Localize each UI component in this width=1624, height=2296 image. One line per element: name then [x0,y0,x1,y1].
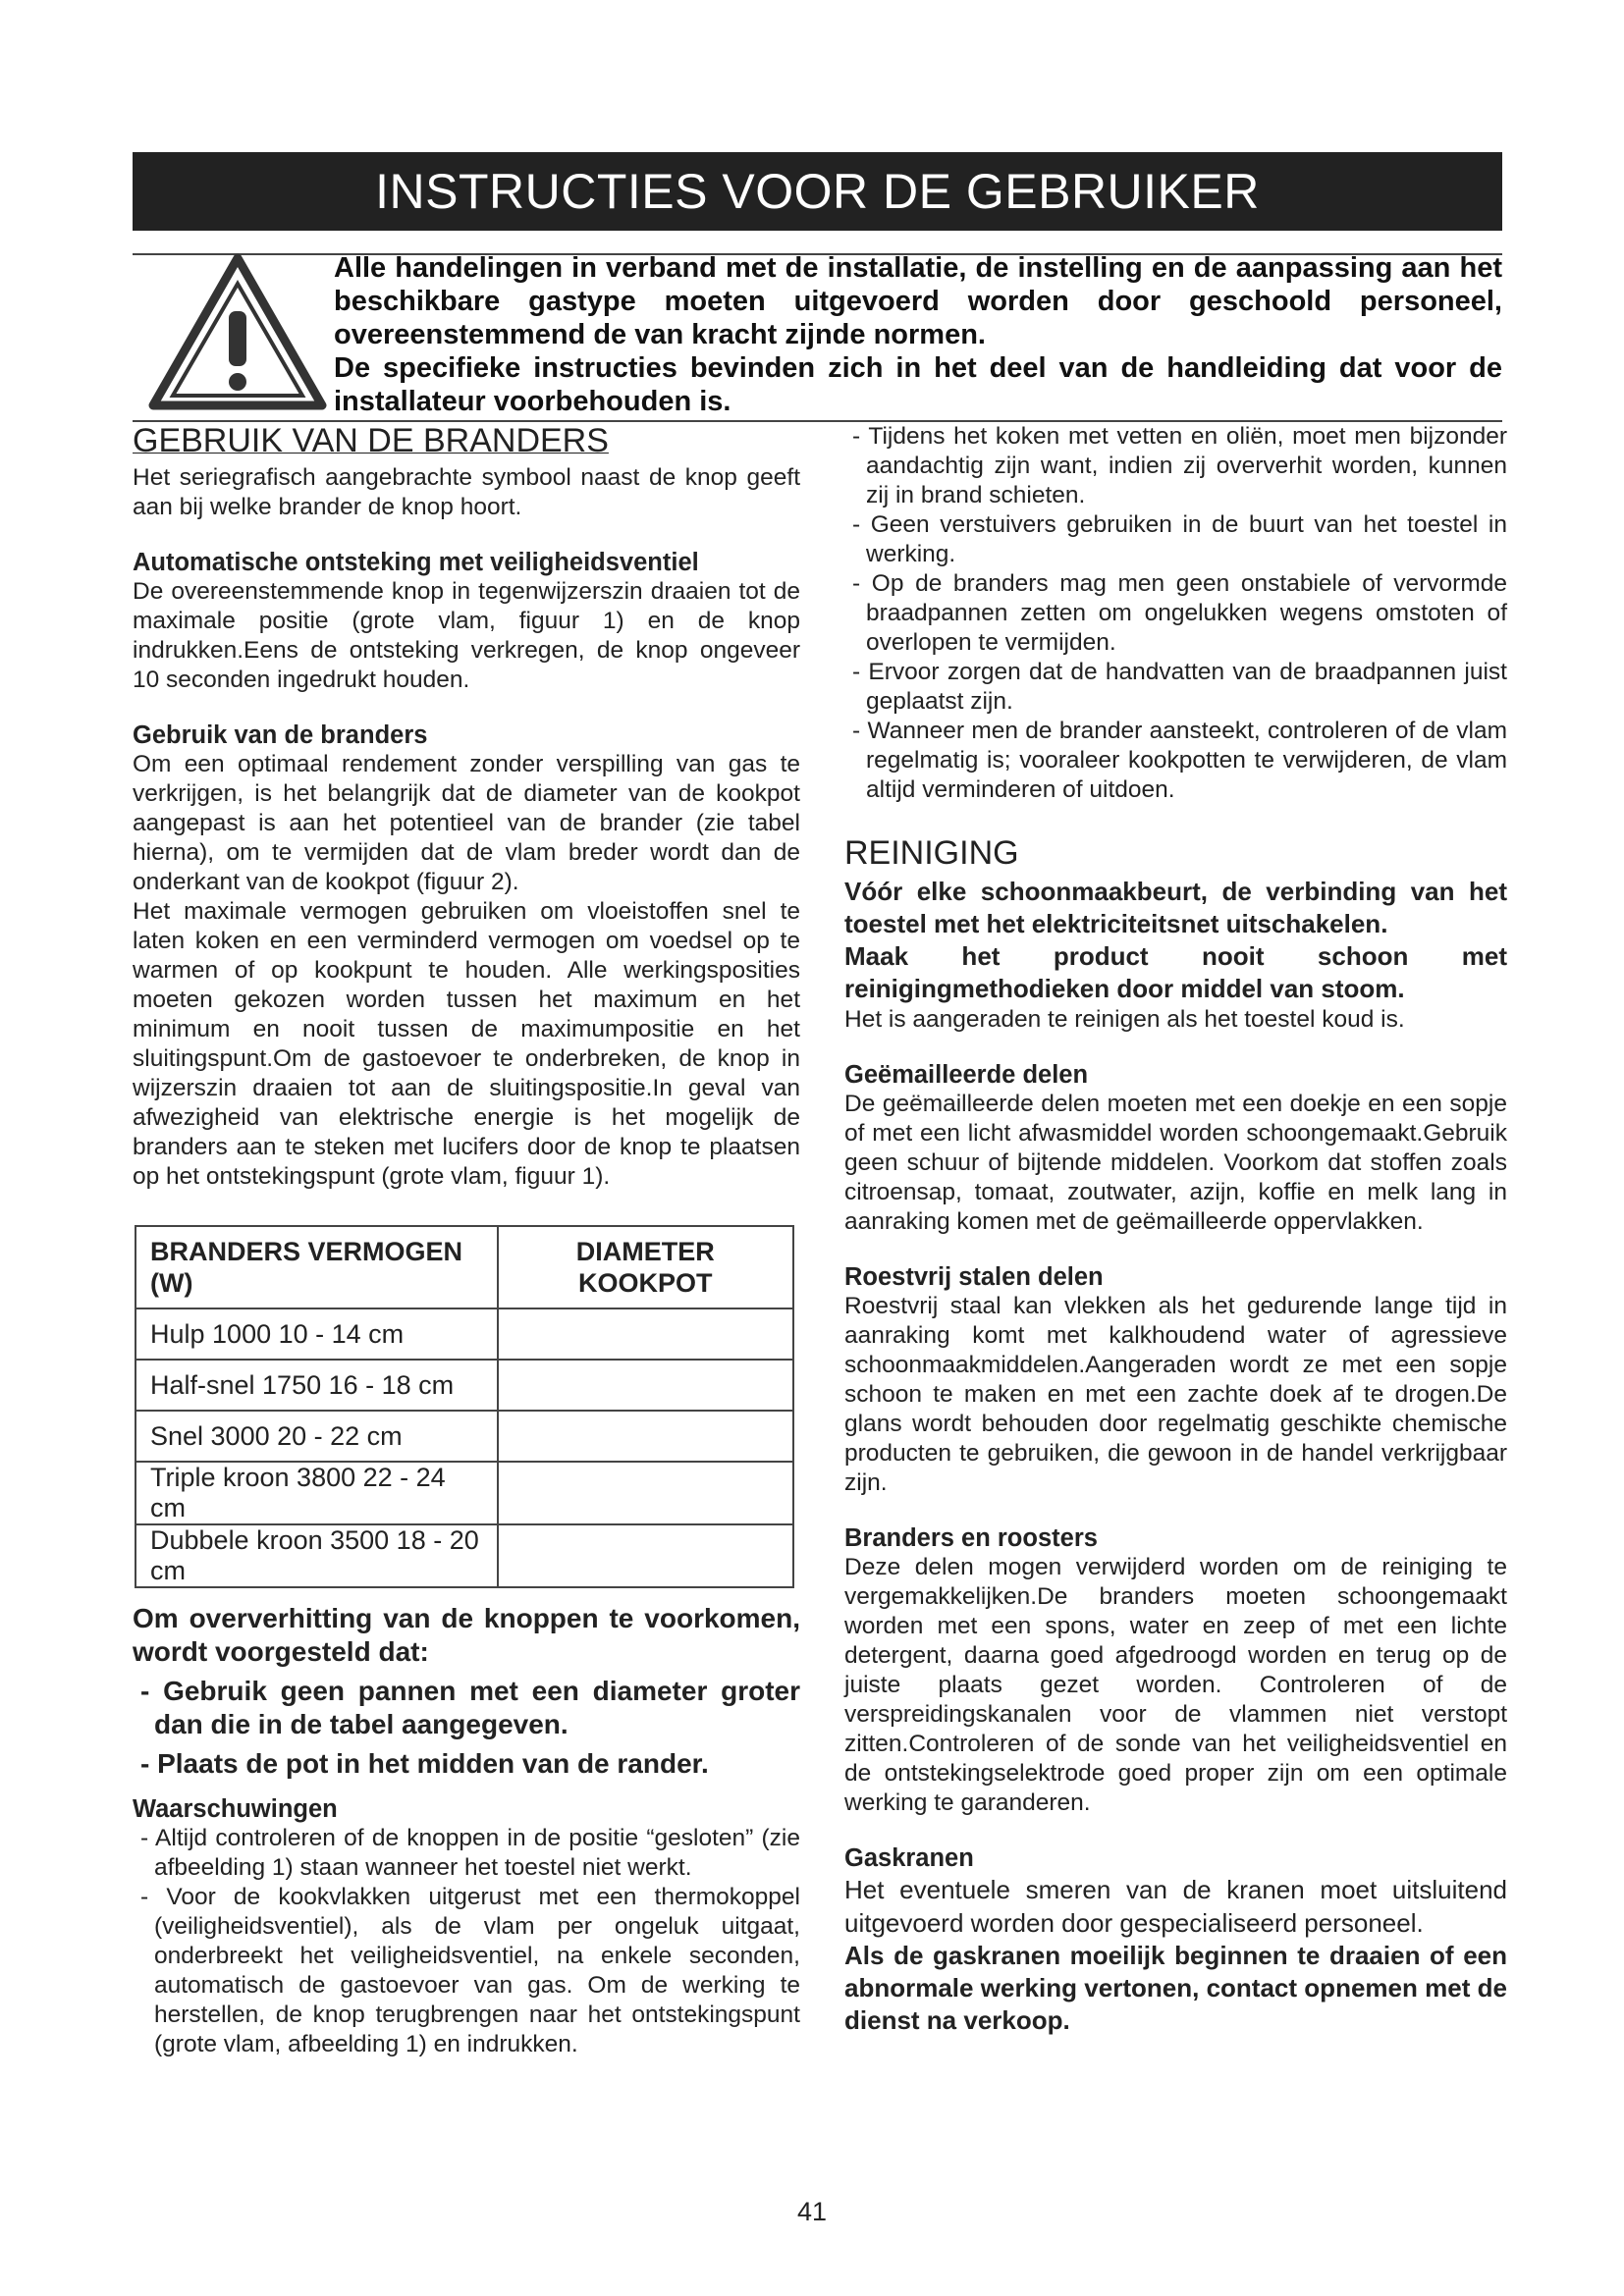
table-header: BRANDERS VERMOGEN (W) [135,1226,498,1308]
paragraph: Het seriegrafisch aangebrachte symbool naast de knop geeft aan bij welke brander de knop hoort. [133,464,800,520]
bold-paragraph: Als de gaskranen moeilijk beginnen te draaien of een abnormale werking vertonen, contact opnemen met de dienst na verkoop. [844,1941,1507,2035]
table-header-row [135,1226,793,1308]
right-column [844,422,1507,2037]
safety-warning [334,251,1502,418]
subheading: Geëmailleerde delen [844,1061,1089,1089]
section-title: GEBRUIK VAN DE BRANDERS [133,422,609,459]
warning-paragraph: De specifieke instructies bevinden zich in het deel van de handleiding dat voor de installateur voorbehouden is. [334,352,1502,417]
paragraph: Deze delen mogen verwijderd worden om de reiniging te vergemakkelijken.De branders moeten schoongemaakt worden met een spons, water en zeep of met een lichte detergent, daarna goed afgedroogd worden en terug op de juiste plaats gezet worden. Controleren of de verspreidingskanalen voor de vlammen niet verstopt zitten.Controleren of de sonde van het veiligheidsventiel en de ontstekingselektrode goed proper zijn om een optimale werking te garanderen. [844,1554,1507,1816]
warning-triangle-icon [147,250,329,412]
list-item: - Tijdens het koken met vetten en oliën, moet men bijzonder aandachtig zijn want, indien zij oververhit worden, kunnen zij in brand schieten. [852,423,1507,508]
burner-table [135,1225,794,1588]
subheading: Branders en roosters [844,1524,1098,1552]
subheading: Gebruik van de branders [133,721,428,749]
page-title: INSTRUCTIES VOOR DE GEBRUIKER [133,152,1502,231]
page-number: 41 [796,2197,828,2226]
paragraph: Om een optimaal rendement zonder verspilling van gas te verkrijgen, is het belangrijk dat de diameter van de kookpot aangepast is aan het potentieel van de brander (zie tabel hierna), om te vermijden dat de vlam breder wordt dan de onderkant van de kookpot (figuur 2). [133,751,800,895]
table-row [135,1360,793,1411]
list-item: - Altijd controleren of de knoppen in de positie “gesloten” (zie afbeelding 1) staan wanneer het toestel niet werkt. [140,1825,800,1881]
table-row [135,1308,793,1360]
table-header: DIAMETER KOOKPOT [498,1226,794,1308]
subheading: Gaskranen [844,1844,974,1872]
section-title: REINIGING [844,834,1019,872]
table-cell: Half-snel 1750 16 - 18 cm [135,1360,498,1411]
warning-paragraph: Alle handelingen in verband met de installatie, de instelling en de aanpassing aan het beschikbare gastype moeten uitgevoerd worden door geschoold personeel, overeenstemmend de van kracht zijnde normen. [334,252,1502,350]
paragraph: De overeenstemmende knop in tegenwijzerszin draaien tot de maximale positie (grote vlam, figuur 1) en de knop indrukken.Eens de ontsteking verkregen, de knop ongeveer 10 seconden ingedrukt houden. [133,578,800,693]
table-row [135,1411,793,1462]
overheat-intro: Om oververhitting van de knoppen te voorkomen, wordt voorgesteld dat: [133,1603,800,1667]
subheading: Automatische ontsteking met veiligheidsventiel [133,549,699,576]
list-item: - Gebruik geen pannen met een diameter groter dan die in de tabel aangegeven. [140,1676,800,1739]
bold-paragraph: Vóór elke schoonmaakbeurt, de verbinding van het toestel met het elektriciteitsnet uitschakelen. [844,877,1507,938]
subheading: Waarschuwingen [133,1795,338,1823]
table-cell: Dubbele kroon 3500 18 - 20 cm [135,1524,498,1587]
subheading: Roestvrij stalen delen [844,1263,1104,1291]
left-column [133,422,800,2059]
list-item: - Op de branders mag men geen onstabiele of vervormde braadpannen zetten om ongelukken wegens omstoten of overlopen te vermijden. [852,570,1507,656]
table-row [135,1524,793,1587]
paragraph: De geëmailleerde delen moeten met een doekje en een sopje of met een licht afwasmiddel worden schoongemaakt.Gebruik geen schuur of bijtende middelen. Voorkom dat stoffen zoals citroensap, tomaat, zoutwater, azijn, koffie en melk lang in aanraking komen met de geëmailleerde oppervlakken. [844,1091,1507,1235]
table-cell: Triple kroon 3800 22 - 24 cm [135,1462,498,1524]
paragraph: Roestvrij staal kan vlekken als het gedurende lange tijd in aanraking komt met kalkhoudend water of agressieve schoonmaakmiddelen.Aangeraden wordt ze met een sopje schoon te maken en met een zachte doek af te drogen.De glans wordt behouden door regelmatig geschikte chemische producten te gebruiken, die gewoon in de handel verkrijgbaar zijn. [844,1293,1507,1496]
list-item: - Geen verstuivers gebruiken in de buurt van het toestel in werking. [852,511,1507,567]
table-cell: Snel 3000 20 - 22 cm [135,1411,498,1462]
paragraph: Het eventuele smeren van de kranen moet uitsluitend uitgevoerd worden door gespecialiseerd personeel. [844,1875,1507,1938]
table-cell: Hulp 1000 10 - 14 cm [135,1308,498,1360]
paragraph: Het is aangeraden te reinigen als het toestel koud is. [844,1006,1405,1033]
table-row [135,1462,793,1524]
paragraph: Het maximale vermogen gebruiken om vloeistoffen snel te laten koken en een verminderd vermogen om voedsel op te warmen of op kookpunt te houden. Alle werkingsposities moeten gekozen worden tussen het maximum en het minimum en nooit tussen de maximumpositie en het sluitingspunt.Om de gastoevoer te onderbreken, de knop in wijzerszin draaien tot aan de sluitingspositie.In geval van afwezigheid van elektrische energie is het mogelijk de branders aan te steken met lucifers door de knop te plaatsen op het ontstekingspunt (grote vlam, figuur 1). [133,898,800,1190]
list-item: - Wanneer men de brander aansteekt, controleren of de vlam regelmatig is; vooraleer kookpotten te verwijderen, de vlam altijd verminderen of uitdoen. [852,718,1507,803]
list-item: - Ervoor zorgen dat de handvatten van de braadpannen juist geplaatst zijn. [852,659,1507,715]
bold-paragraph: Maak het product nooit schoon met reinigingmethodieken door middel van stoom. [844,941,1507,1003]
list-item: - Plaats de pot in het midden van de rander. [140,1748,709,1779]
list-item: - Voor de kookvlakken uitgerust met een thermokoppel (veiligheidsventiel), als de vlam per ongeluk uitgaat, onderbreekt het veiligheidsventiel, na enkele seconden, automatisch de gastoevoer van gas. Om de werking te herstellen, de knop terugbrengen naar het ontstekingspunt (grote vlam, afbeelding 1) en indrukken. [140,1884,800,2057]
